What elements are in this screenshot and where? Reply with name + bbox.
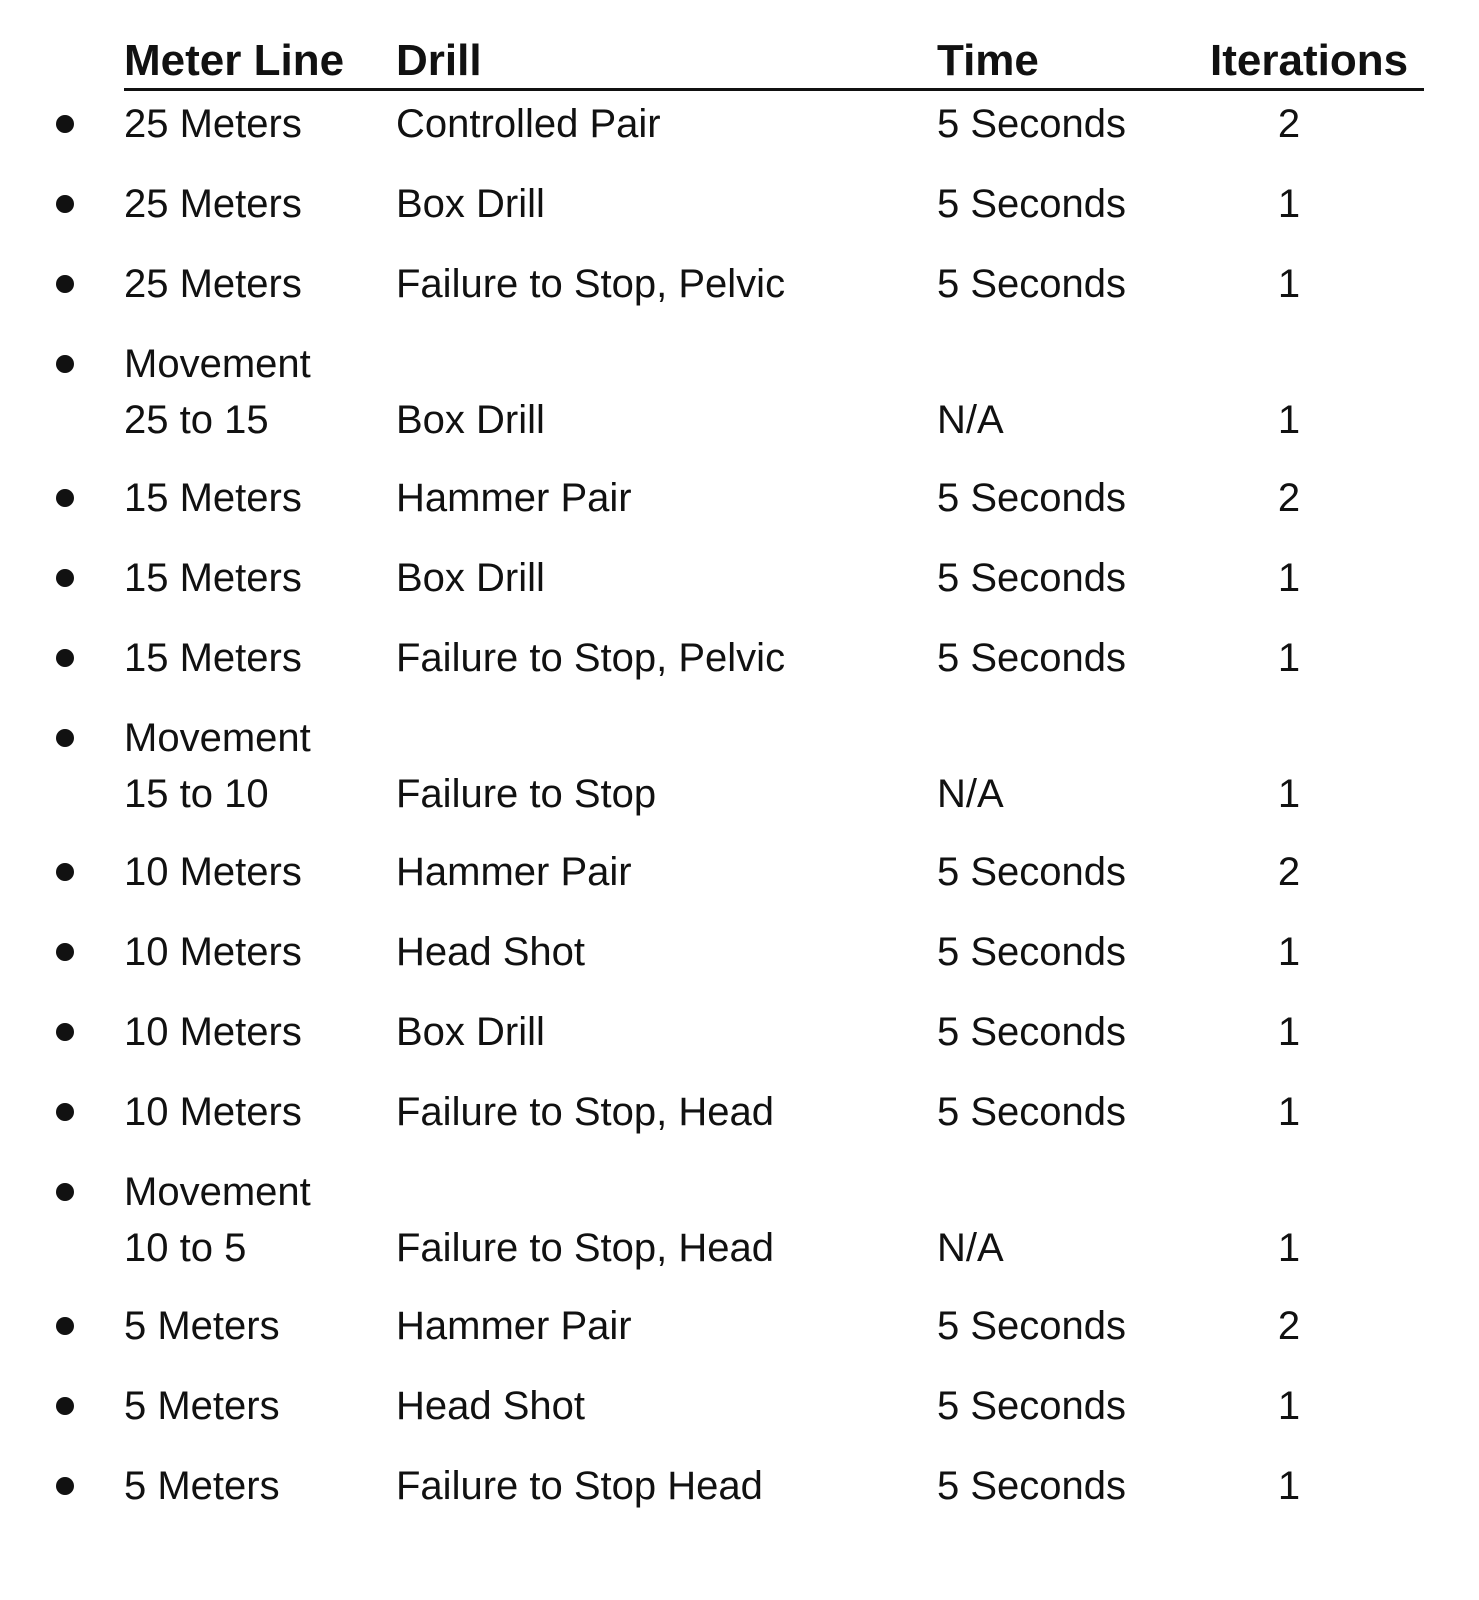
table-header bbox=[124, 32, 1424, 90]
bullet-icon bbox=[56, 729, 74, 747]
drill-cell: Failure to Stop, Pelvic bbox=[396, 636, 786, 680]
meter-line-cell: 5 Meters bbox=[124, 1464, 280, 1508]
drill-cell: Head Shot bbox=[396, 930, 586, 974]
bullet-icon bbox=[56, 569, 74, 587]
iterations-cell: 2 bbox=[1277, 850, 1301, 894]
meter-line-cell: 10 Meters bbox=[124, 930, 302, 974]
header-underline bbox=[124, 88, 1424, 91]
list-item bbox=[0, 1164, 1479, 1276]
movement-label: Movement bbox=[124, 342, 311, 386]
list-item bbox=[0, 1298, 1479, 1354]
list-item bbox=[0, 710, 1479, 822]
drill-cell: Hammer Pair bbox=[396, 1304, 632, 1348]
movement-label: Movement bbox=[124, 1170, 311, 1214]
list-item bbox=[0, 336, 1479, 448]
iterations-cell: 2 bbox=[1277, 1304, 1301, 1348]
bullet-icon bbox=[56, 1183, 74, 1201]
bullet-icon bbox=[56, 195, 74, 213]
meter-line-cell: 10 to 5 bbox=[124, 1226, 247, 1270]
meter-line-cell: 25 Meters bbox=[124, 262, 302, 306]
header-meter-line: Meter Line bbox=[124, 36, 345, 85]
iterations-cell: 1 bbox=[1277, 262, 1301, 306]
time-cell: 5 Seconds bbox=[937, 850, 1127, 894]
list-item bbox=[0, 550, 1479, 606]
iterations-cell: 1 bbox=[1277, 182, 1301, 226]
list-item bbox=[0, 630, 1479, 686]
time-cell: 5 Seconds bbox=[937, 1010, 1127, 1054]
iterations-cell: 1 bbox=[1277, 1090, 1301, 1134]
header-time: Time bbox=[937, 36, 1039, 85]
meter-line-cell: 5 Meters bbox=[124, 1384, 280, 1428]
iterations-cell: 1 bbox=[1277, 636, 1301, 680]
drill-cell: Hammer Pair bbox=[396, 476, 632, 520]
meter-line-cell: 15 Meters bbox=[124, 636, 302, 680]
iterations-cell: 1 bbox=[1277, 1010, 1301, 1054]
meter-line-cell: 10 Meters bbox=[124, 850, 302, 894]
list-item bbox=[0, 844, 1479, 900]
time-cell: 5 Seconds bbox=[937, 102, 1127, 146]
iterations-cell: 1 bbox=[1277, 398, 1301, 442]
meter-line-cell: 25 to 15 bbox=[124, 398, 269, 442]
time-cell: 5 Seconds bbox=[937, 182, 1127, 226]
bullet-icon bbox=[56, 1103, 74, 1121]
drill-cell: Box Drill bbox=[396, 556, 545, 600]
movement-label: Movement bbox=[124, 716, 311, 760]
iterations-cell: 2 bbox=[1277, 102, 1301, 146]
meter-line-cell: 10 Meters bbox=[124, 1010, 302, 1054]
time-cell: 5 Seconds bbox=[937, 636, 1127, 680]
time-cell: 5 Seconds bbox=[937, 930, 1127, 974]
bullet-icon bbox=[56, 275, 74, 293]
bullet-icon bbox=[56, 115, 74, 133]
list-item bbox=[0, 924, 1479, 980]
iterations-cell: 1 bbox=[1277, 1226, 1301, 1270]
time-cell: 5 Seconds bbox=[937, 1384, 1127, 1428]
bullet-icon bbox=[56, 943, 74, 961]
iterations-cell: 2 bbox=[1277, 476, 1301, 520]
time-cell: N/A bbox=[937, 398, 1004, 442]
drill-cell: Failure to Stop, Head bbox=[396, 1090, 774, 1134]
bullet-icon bbox=[56, 1023, 74, 1041]
drill-cell: Failure to Stop, Pelvic bbox=[396, 262, 786, 306]
list-item bbox=[0, 256, 1479, 312]
drill-cell: Failure to Stop, Head bbox=[396, 1226, 774, 1270]
time-cell: 5 Seconds bbox=[937, 262, 1127, 306]
meter-line-cell: 5 Meters bbox=[124, 1304, 280, 1348]
drill-cell: Controlled Pair bbox=[396, 102, 661, 146]
list-item bbox=[0, 176, 1479, 232]
bullet-icon bbox=[56, 1397, 74, 1415]
bullet-icon bbox=[56, 1477, 74, 1495]
meter-line-cell: 25 Meters bbox=[124, 102, 302, 146]
time-cell: 5 Seconds bbox=[937, 1090, 1127, 1134]
drill-cell: Failure to Stop Head bbox=[396, 1464, 763, 1508]
drill-cell: Head Shot bbox=[396, 1384, 586, 1428]
time-cell: 5 Seconds bbox=[937, 476, 1127, 520]
list-item bbox=[0, 1004, 1479, 1060]
drill-cell: Box Drill bbox=[396, 398, 545, 442]
iterations-cell: 1 bbox=[1277, 930, 1301, 974]
iterations-cell: 1 bbox=[1277, 772, 1301, 816]
time-cell: 5 Seconds bbox=[937, 1464, 1127, 1508]
bullet-icon bbox=[56, 863, 74, 881]
meter-line-cell: 15 Meters bbox=[124, 476, 302, 520]
iterations-cell: 1 bbox=[1277, 1464, 1301, 1508]
time-cell: 5 Seconds bbox=[937, 556, 1127, 600]
drill-cell: Failure to Stop bbox=[396, 772, 657, 816]
time-cell: N/A bbox=[937, 772, 1004, 816]
bullet-icon bbox=[56, 1317, 74, 1335]
bullet-icon bbox=[56, 355, 74, 373]
bullet-icon bbox=[56, 649, 74, 667]
list-item bbox=[0, 1458, 1479, 1514]
header-iterations: Iterations bbox=[1210, 36, 1409, 85]
list-item bbox=[0, 470, 1479, 526]
iterations-cell: 1 bbox=[1277, 1384, 1301, 1428]
bullet-icon bbox=[56, 489, 74, 507]
meter-line-cell: 15 Meters bbox=[124, 556, 302, 600]
header-drill: Drill bbox=[396, 36, 482, 85]
iterations-cell: 1 bbox=[1277, 556, 1301, 600]
list-item bbox=[0, 1084, 1479, 1140]
list-item bbox=[0, 96, 1479, 152]
list-item bbox=[0, 1378, 1479, 1434]
drill-cell: Hammer Pair bbox=[396, 850, 632, 894]
time-cell: N/A bbox=[937, 1226, 1004, 1270]
drill-cell: Box Drill bbox=[396, 1010, 545, 1054]
drill-cell: Box Drill bbox=[396, 182, 545, 226]
time-cell: 5 Seconds bbox=[937, 1304, 1127, 1348]
meter-line-cell: 10 Meters bbox=[124, 1090, 302, 1134]
meter-line-cell: 25 Meters bbox=[124, 182, 302, 226]
meter-line-cell: 15 to 10 bbox=[124, 772, 269, 816]
